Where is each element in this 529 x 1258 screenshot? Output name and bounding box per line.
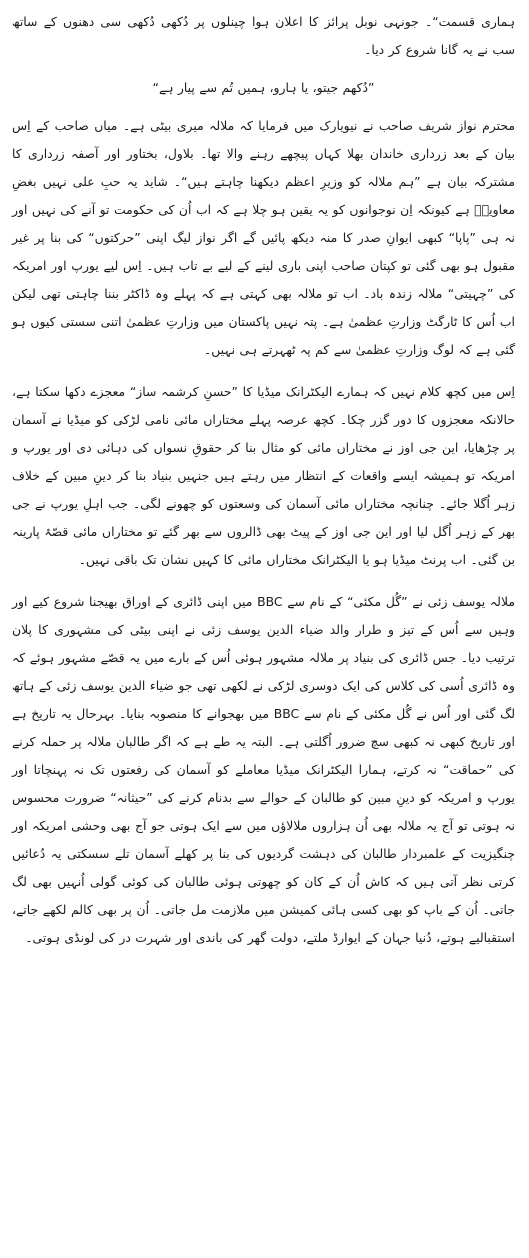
article-paragraph: محترم نواز شریف صاحب نے نیویارک میں فرمایا کہ ملالہ میری بیٹی ہے۔ میاں صاحب کے اِس بیان کے بعد زرداری خاندان بھلا کہاں پیچھے رہنے والا تھا۔ بلاول، بختاور اور آصفہ زرداری کا مشترکہ بیان ہے ”ہم ملالہ کو وزیرِ اعظم دیکھنا چاہتے ہیں“۔ شاید یہ حبِ علی نہیں بغضِ معاویہؓ ہے کیونکہ اِن نوجوانوں کو یہ یقین ہو چلا ہے کہ اب اُن کی حکومت تو آنے کی نہیں اور نہ ہی ”پاپا“ کبھی ایوانِ صدر کا منہ دیکھ پائیں گے اگر نواز لیگ اپنی ”حرکتوں“ کی بنا پر غیر مقبول ہو بھی گئی تو کپتان صاحب اپنی باری لینے کے لیے بے تاب ہیں۔ اِس لیے یورپ اور امریکہ کی ”چہیتی“ ملالہ زندہ باد۔ اب تو ملالہ بھی کہتی ہے کہ پہلے وہ ڈاکٹر بننا چاہتی تھی لیکن اب اُس کا ٹارگٹ وزارتِ عظمیٰ ہے۔ پتہ نہیں پاکستان میں وزارتِ عظمیٰ اتنی سستی کیوں ہو گئی ہے کہ لوگ وزارتِ عظمیٰ سے کم پہ ٹھہرتے ہی نہیں۔	[12, 118, 515, 357]
article-paragraph: ملالہ یوسف زئی نے ”گُل مکئی“ کے نام سے BBC میں اپنی ڈائری کے اوراق بھیجنا شروع کیے اور وہیں سے اُس کے تیز و طرار والد ضیاء الدین یوسف زئی نے اپنی بیٹی کی مشہوری کا پلان ترتیب دیا۔ جس ڈائری کی بنیاد پر ملالہ مشہور ہوئی اُس کے بارے میں یہ قصّے مشہور ہوئے کہ وہ ڈائری اُسی کی کلاس کی ایک دوسری لڑکی نے لکھی تھی جو ضیاء الدین یوسف زئی کے ہاتھ لگ گئی اور اُس نے گُل مکئی کے نام سے BBC میں بھجوانے کا منصوبہ بنایا۔ بہرحال یہ تاریخ ہے اور تاریخ کبھی نہ کبھی سچ ضرور اُگلتی ہے۔ البتہ یہ طے ہے کہ اگر طالبان ملالہ پر حملہ کرنے کی ”حماقت“ نہ کرتے، ہمارا الیکٹرانک میڈیا معاملے کو آسمان کی رفعتوں تک نہ پہنچاتا اور یورپ و امریکہ کو دینِ مبین کو طالبان کے حوالے سے بدنام کرنے کی ”حیثانہ“ ضرورت محسوس نہ ہوتی تو آج یہ ملالہ بھی اُن ہزاروں ملالاؤں میں سے ایک ہوتی جو آج بھی وحشی امریکہ اور چنگیزیت کے علمبردار طالبان کی دہشت گردیوں کی بنا پر کھلے آسمان تلے سسکتی یہ دُعائیں کرتی نظر آتی ہیں کہ کاش اُن کے کان کو چھوتی ہوئی طالبان کی کوئی گولی اُنہیں بھی لگ جاتی۔ اُن کے باپ کو بھی کسی ہائی کمیشن میں ملازمت مل جاتی۔ اُن پر بھی کالم لکھے جاتے، استقبالیے ہوتے، دُنیا جہان کے ایوارڈ ملتے، دولت گھر کی باندی اور شہرت در کی لونڈی ہوتی۔	[12, 594, 515, 945]
article-paragraph: اِس میں کچھ کلام نہیں کہ ہمارے الیکٹرانک میڈیا کا ”حسنِ کرشمہ ساز“ معجزے دکھا سکتا ہے، حالانکہ معجزوں کا دور گزر چکا۔ کچھ عرصہ پہلے مختاراں مائی نامی لڑکی کو میڈیا نے آسمان پر چڑھایا، این جی اوز نے مختاراں مائی کو مثال بنا کر حقوقِ نسواں کی دہائی دی اور یورپ و امریکہ تو ہمیشہ ایسے واقعات کے انتظار میں رہتے ہیں جنہیں بنیاد بنا کر دینِ مبین کے خلاف زہر اُگلا جائے۔ چنانچہ مختاراں مائی آسمان کی وسعتوں کو چھونے لگی۔ جب اہلِ یورپ نے جی بھر کے زہر اُگل لیا اور این جی اوز کے پیٹ بھی ڈالروں سے بھر گئے تو مختاراں مائی قصّۂ پارینہ بن گئی۔ اب پرنٹ میڈیا ہو یا الیکٹرانک مختاراں مائی کا کہیں نشان تک باقی نہیں۔	[12, 384, 515, 567]
intro-paragraph: ہماری قسمت“۔ جونہی نوبل پرائز کا اعلان ہوا چینلوں پر دُکھی دُکھی سی دھنوں کے ساتھ سب نے یہ گانا شروع کر دیا۔	[12, 14, 515, 57]
song-line: ”دُکھم جیتو، یا ہارو، ہمیں تُم سے پیار ہے“	[152, 80, 375, 95]
